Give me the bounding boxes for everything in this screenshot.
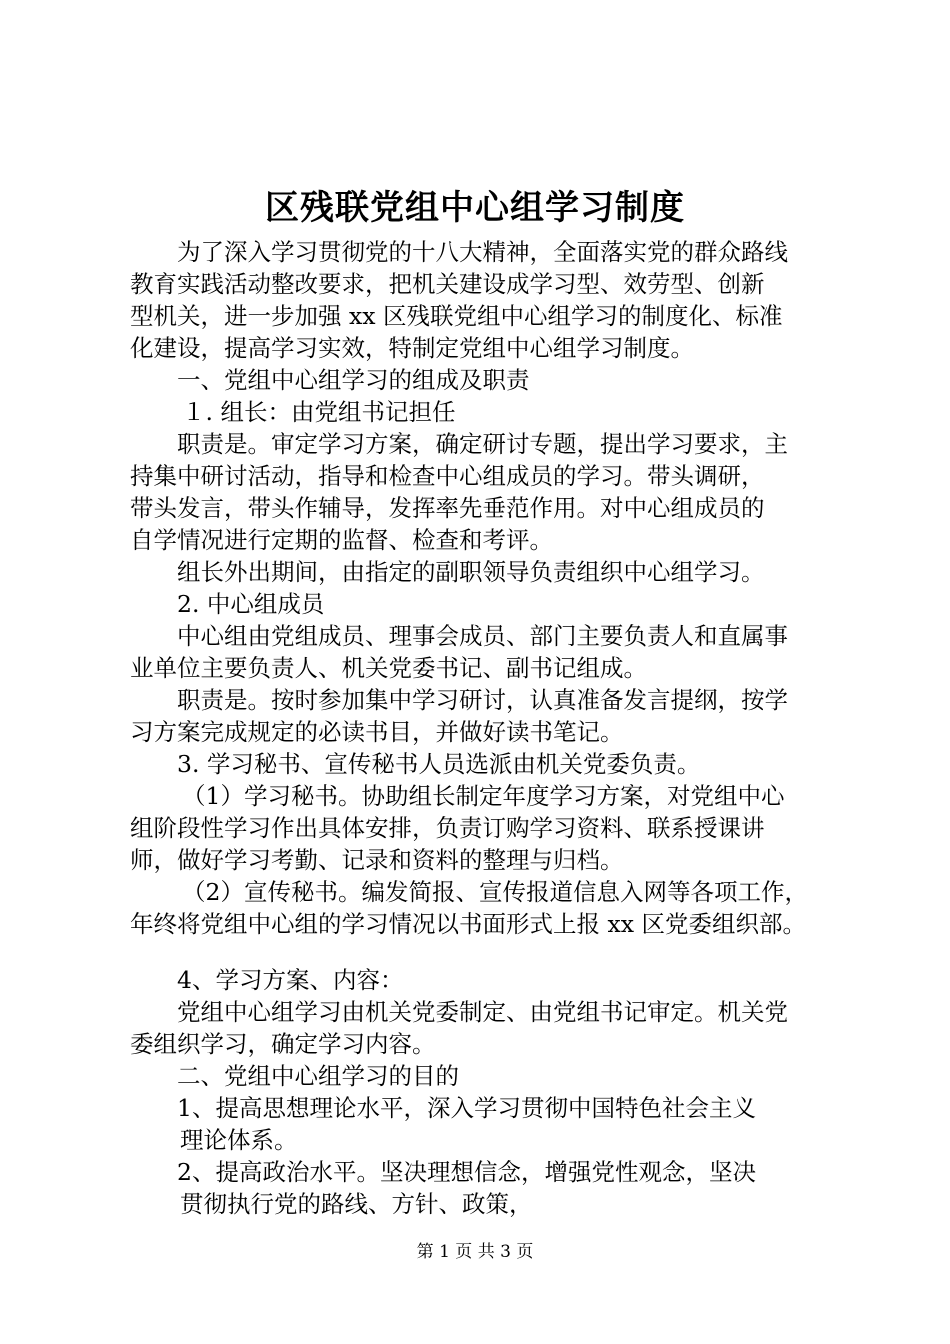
paragraph-line: 化建设，提高学习实效，特制定党组中心组学习制度。 — [130, 334, 694, 362]
list-item-continuation: 理论体系。 — [180, 1126, 298, 1154]
paragraph-line: 中心组由党组成员、理事会成员、部门主要负责人和直属事 — [177, 622, 788, 650]
paragraph-line: 教育实践活动整改要求，把机关建设成学习型、效劳型、创新 — [130, 270, 765, 298]
list-item: 1、提高思想理论水平，深入学习贯彻中国特色社会主义 — [177, 1094, 756, 1122]
paragraph-line: 带头发言，带头作辅导，发挥率先垂范作用。对中心组成员的 — [130, 494, 765, 522]
section-heading: 一、党组中心组学习的组成及职责 — [177, 366, 530, 394]
list-item: 2、提高政治水平。坚决理想信念，增强党性观念，坚决 — [177, 1158, 756, 1186]
page-footer: 第 1 页 共 3 页 — [416, 1242, 534, 1262]
list-item-continuation: 贯彻执行党的路线、方针、政策， — [180, 1190, 533, 1218]
paragraph-line: 型机关，进一步加强 xx 区残联党组中心组学习的制度化、标准 — [130, 302, 783, 330]
paragraph-line: 党组中心组学习由机关党委制定、由党组书记审定。机关党 — [177, 998, 788, 1026]
paragraph-line: 委组织学习，确定学习内容。 — [130, 1030, 436, 1058]
subsection-heading: １. 组长：由党组书记担任 — [182, 398, 456, 426]
paragraph-line: 年终将党组中心组的学习情况以书面形式上报 xx 区党委组织部。 — [130, 910, 806, 938]
paragraph-line: 师，做好学习考勤、记录和资料的整理与归档。 — [130, 846, 624, 874]
paragraph-line: 习方案完成规定的必读书目，并做好读书笔记。 — [130, 718, 624, 746]
paragraph-line: （2）宣传秘书。编发简报、宣传报道信息入网等各项工作， — [182, 878, 808, 906]
subsection-heading: 3. 学习秘书、宣传秘书人员选派由机关党委负责。 — [177, 750, 701, 778]
paragraph-line: 职责是。按时参加集中学习研讨，认真准备发言提纲，按学 — [177, 686, 788, 714]
section-heading: 二、党组中心组学习的目的 — [177, 1062, 459, 1090]
paragraph-line: 为了深入学习贯彻党的十八大精神，全面落实党的群众路线 — [177, 238, 788, 266]
paragraph-line: 组长外出期间，由指定的副职领导负责组织中心组学习。 — [177, 558, 765, 586]
document-body — [130, 236, 850, 1220]
blank-line — [130, 940, 850, 964]
subsection-heading: 4、学习方案、内容： — [177, 966, 404, 994]
paragraph-line: （1）学习秘书。协助组长制定年度学习方案，对党组中心 — [182, 782, 785, 810]
paragraph-line: 业单位主要负责人、机关党委书记、副书记组成。 — [130, 654, 647, 682]
paragraph-line: 职责是。审定学习方案，确定研讨专题，提出学习要求，主 — [177, 430, 788, 458]
paragraph-line: 持集中研讨活动，指导和检查中心组成员的学习。带头调研， — [130, 462, 765, 490]
paragraph-line: 自学情况进行定期的监督、检查和考评。 — [130, 526, 553, 554]
subsection-heading: 2. 中心组成员 — [177, 590, 325, 618]
paragraph-line: 组阶段性学习作出具体安排，负责订购学习资料、联系授课讲 — [130, 814, 765, 842]
document-title: 区残联党组中心组学习制度 — [265, 188, 685, 228]
